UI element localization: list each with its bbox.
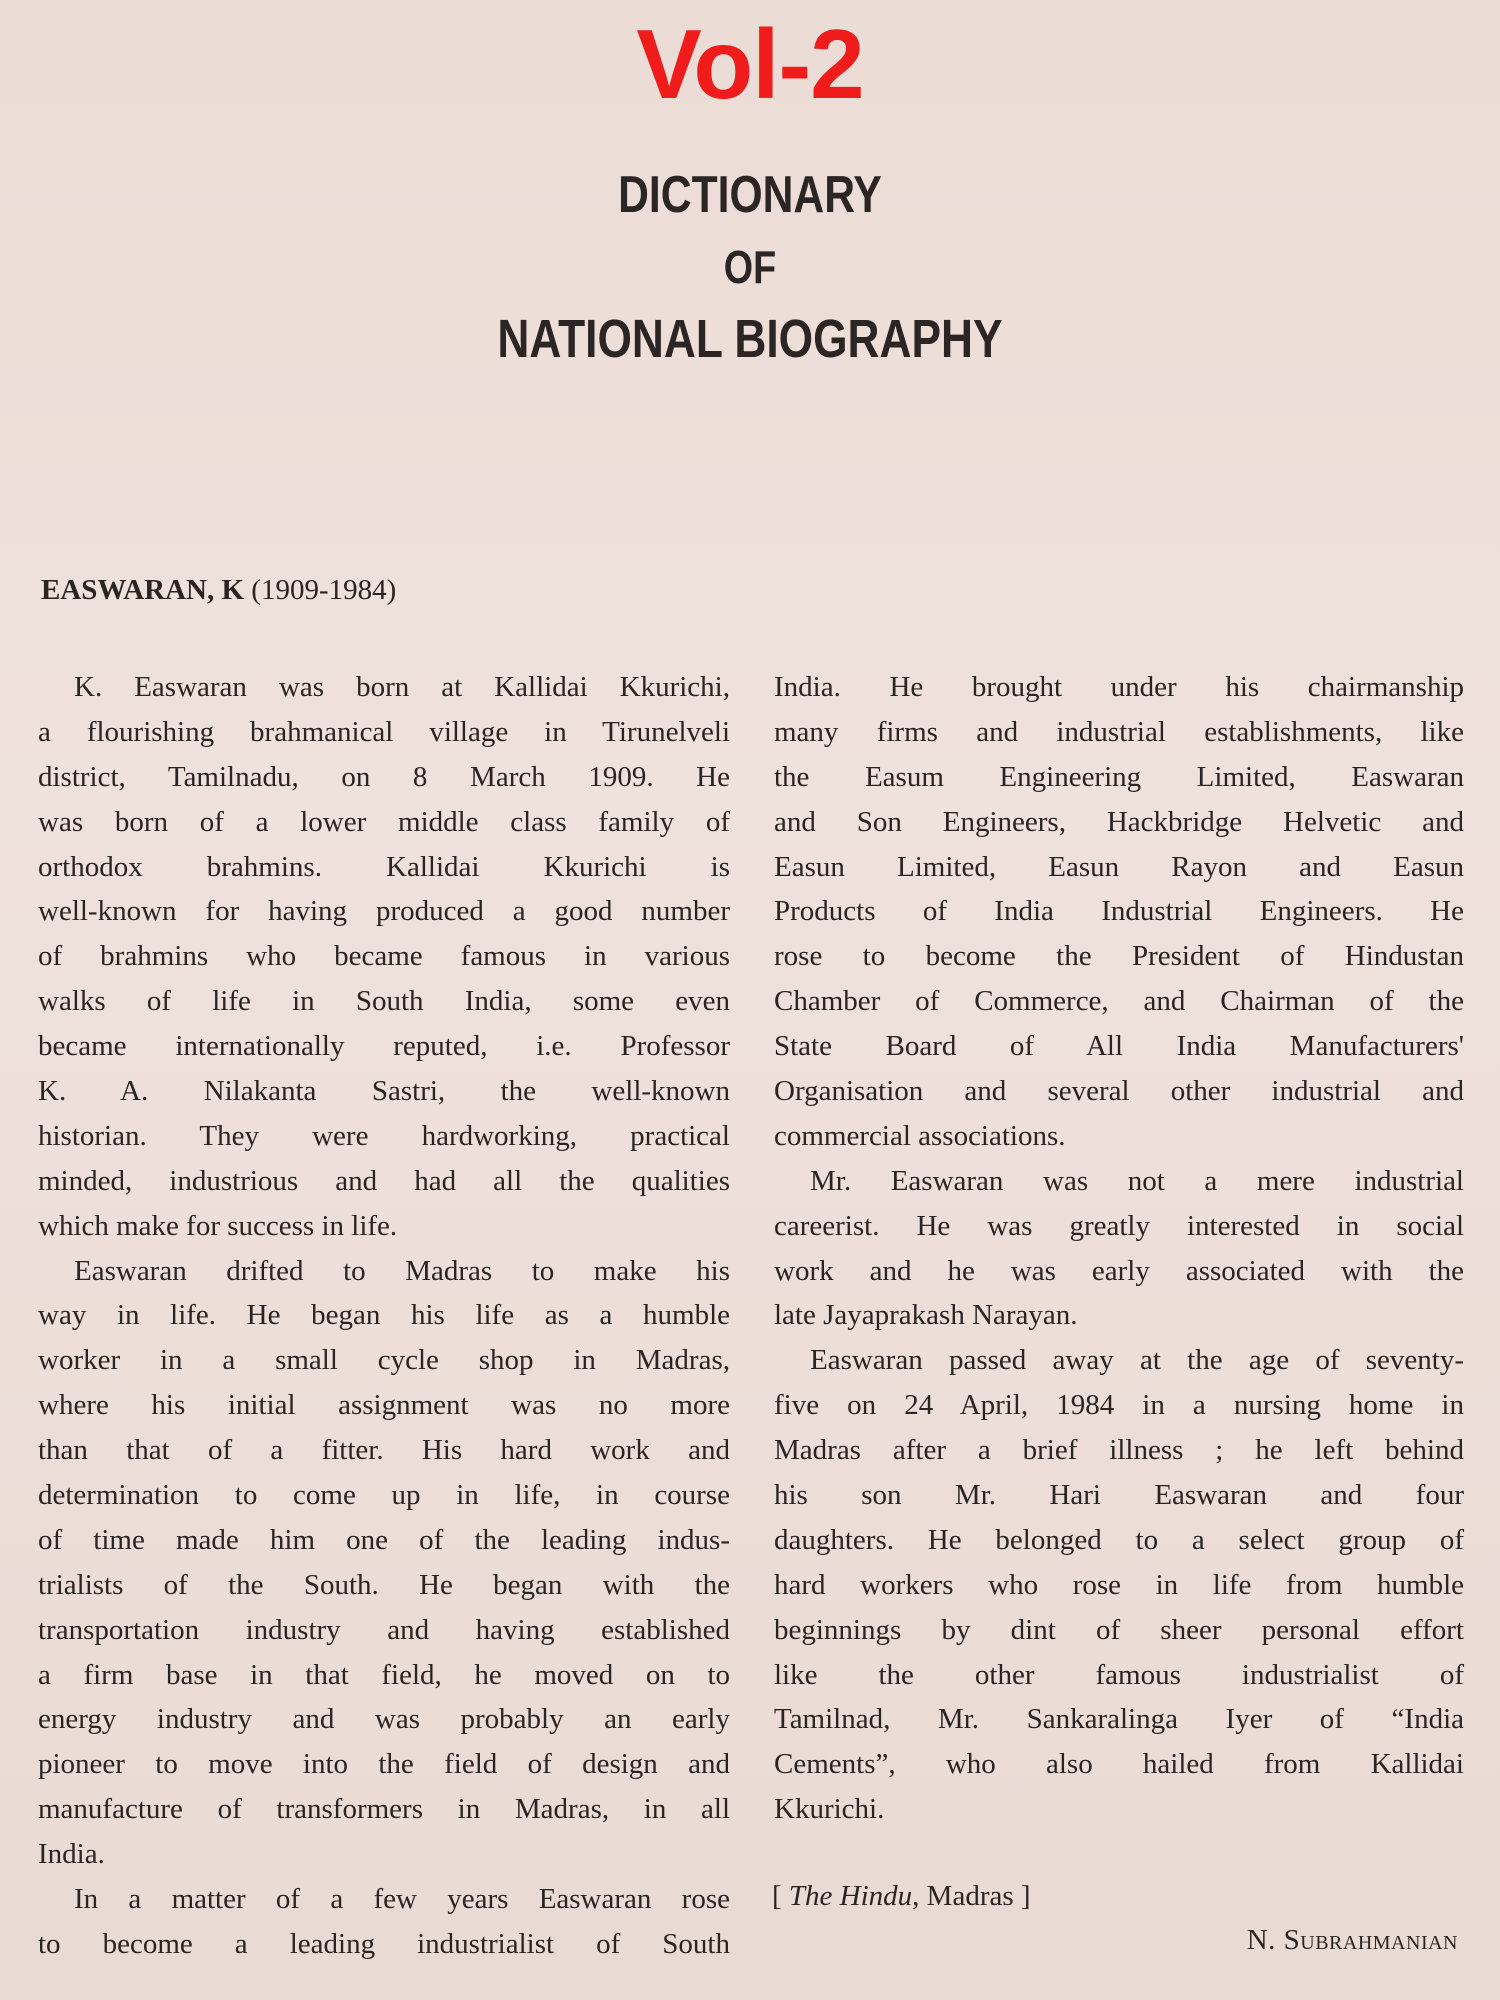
text-line: Tamilnad, Mr. Sankaralinga Iyer of “India [774,1703,1464,1736]
publication-name: The Hindu [788,1880,913,1912]
entry-name: EASWARAN, K [41,574,245,606]
text-line: a flourishing brahmanical village in Tirunelveli [38,715,730,748]
text-line: historian. They were hardworking, practical [38,1119,730,1152]
volume-stamp: Vol-2 [636,9,864,119]
text-line: beginnings by dint of sheer personal effort [774,1613,1464,1646]
text-line: careerist. He was greatly interested in social [774,1209,1464,1242]
source-citation [772,1880,1031,1913]
text-line: India. He brought under his chairmanship [774,671,1464,703]
text-line: commercial associations. [774,1119,1066,1152]
text-line: daughters. He belonged to a select group of [774,1523,1464,1556]
right-column [774,665,1464,1832]
text-line: Products of India Industrial Engineers. He [774,895,1464,928]
text-line: K. Easwaran was born at Kallidai Kkurichi, [74,671,730,703]
text-line: In a matter of a few years Easwaran rose [74,1883,730,1916]
text-line: late Jayaprakash Narayan. [774,1299,1078,1332]
book-title-line-2: OF [723,241,777,293]
book-title-line-3: NATIONAL BIOGRAPHY [497,309,1003,369]
author-name: N. Subrahmanian [1246,1924,1458,1956]
text-line: which make for success in life. [38,1209,398,1242]
text-line: Chamber of Commerce, and Chairman of the [774,985,1464,1018]
text-line: Easun Limited, Easun Rayon and Easun [774,850,1464,883]
text-line: was born of a lower middle class family of [38,805,730,838]
text-line: determination to come up in life, in course [38,1479,730,1512]
text-line: Organisation and several other industrial and [774,1075,1464,1108]
text-line: became internationally reputed, i.e. Professor [38,1030,730,1063]
text-line: five on 24 April, 1984 in a nursing home in [774,1389,1464,1422]
text-line: his son Mr. Hari Easwaran and four [774,1479,1464,1512]
text-line: well-known for having produced a good number [38,895,730,928]
text-line: way in life. He began his life as a humble [38,1299,730,1332]
text-line: many firms and industrial establishments, like [774,715,1464,748]
text-line: Kkurichi. [774,1793,885,1826]
text-line: transportation industry and having established [38,1613,730,1646]
text-line: Cements”, who also hailed from Kallidai [774,1748,1464,1781]
text-line: minded, industrious and had all the qualities [38,1164,730,1197]
text-line: a firm base in that field, he moved on to [38,1658,730,1691]
text-line: India. [38,1838,105,1871]
text-line: of brahmins who became famous in various [38,940,730,973]
text-line: orthodox brahmins. Kallidai Kkurichi is [38,850,730,883]
text-line: where his initial assignment was no more [38,1389,730,1422]
text-line: than that of a fitter. His hard work and [38,1434,730,1467]
text-line: and Son Engineers, Hackbridge Helvetic and [774,805,1464,838]
text-line: work and he was early associated with the [774,1254,1464,1287]
bracket-open: [ [772,1880,789,1912]
text-line: worker in a small cycle shop in Madras, [38,1344,730,1377]
text-line: walks of life in South India, some even [38,985,730,1018]
text-line: rose to become the President of Hindustan [774,940,1464,973]
text-line: Mr. Easwaran was not a mere industrial [810,1164,1464,1197]
source-rest: , Madras ] [912,1880,1031,1912]
text-line: district, Tamilnadu, on 8 March 1909. He [38,760,730,793]
entry-years: (1909-1984) [251,574,397,606]
entry-heading [41,574,396,607]
text-line: of time made him one of the leading indus- [38,1523,730,1556]
left-column [38,665,730,1967]
text-line: energy industry and was probably an early [38,1703,730,1736]
book-title-line-1: DICTIONARY [618,166,882,224]
text-line: Easwaran passed away at the age of seventy- [810,1344,1464,1377]
text-line: the Easum Engineering Limited, Easwaran [774,760,1464,793]
text-line: manufacture of transformers in Madras, in all [38,1793,730,1826]
text-line: K. A. Nilakanta Sastri, the well-known [38,1075,730,1108]
text-line: hard workers who rose in life from humble [774,1568,1464,1601]
text-line: State Board of All India Manufacturers' [774,1030,1464,1063]
text-line: pioneer to move into the field of design and [38,1748,730,1781]
text-line: Easwaran drifted to Madras to make his [74,1254,730,1287]
text-line: to become a leading industrialist of South [38,1927,730,1960]
text-line: Madras after a brief illness ; he left behind [774,1434,1464,1467]
text-line: trialists of the South. He began with the [38,1568,730,1601]
text-line: like the other famous industrialist of [774,1658,1464,1691]
